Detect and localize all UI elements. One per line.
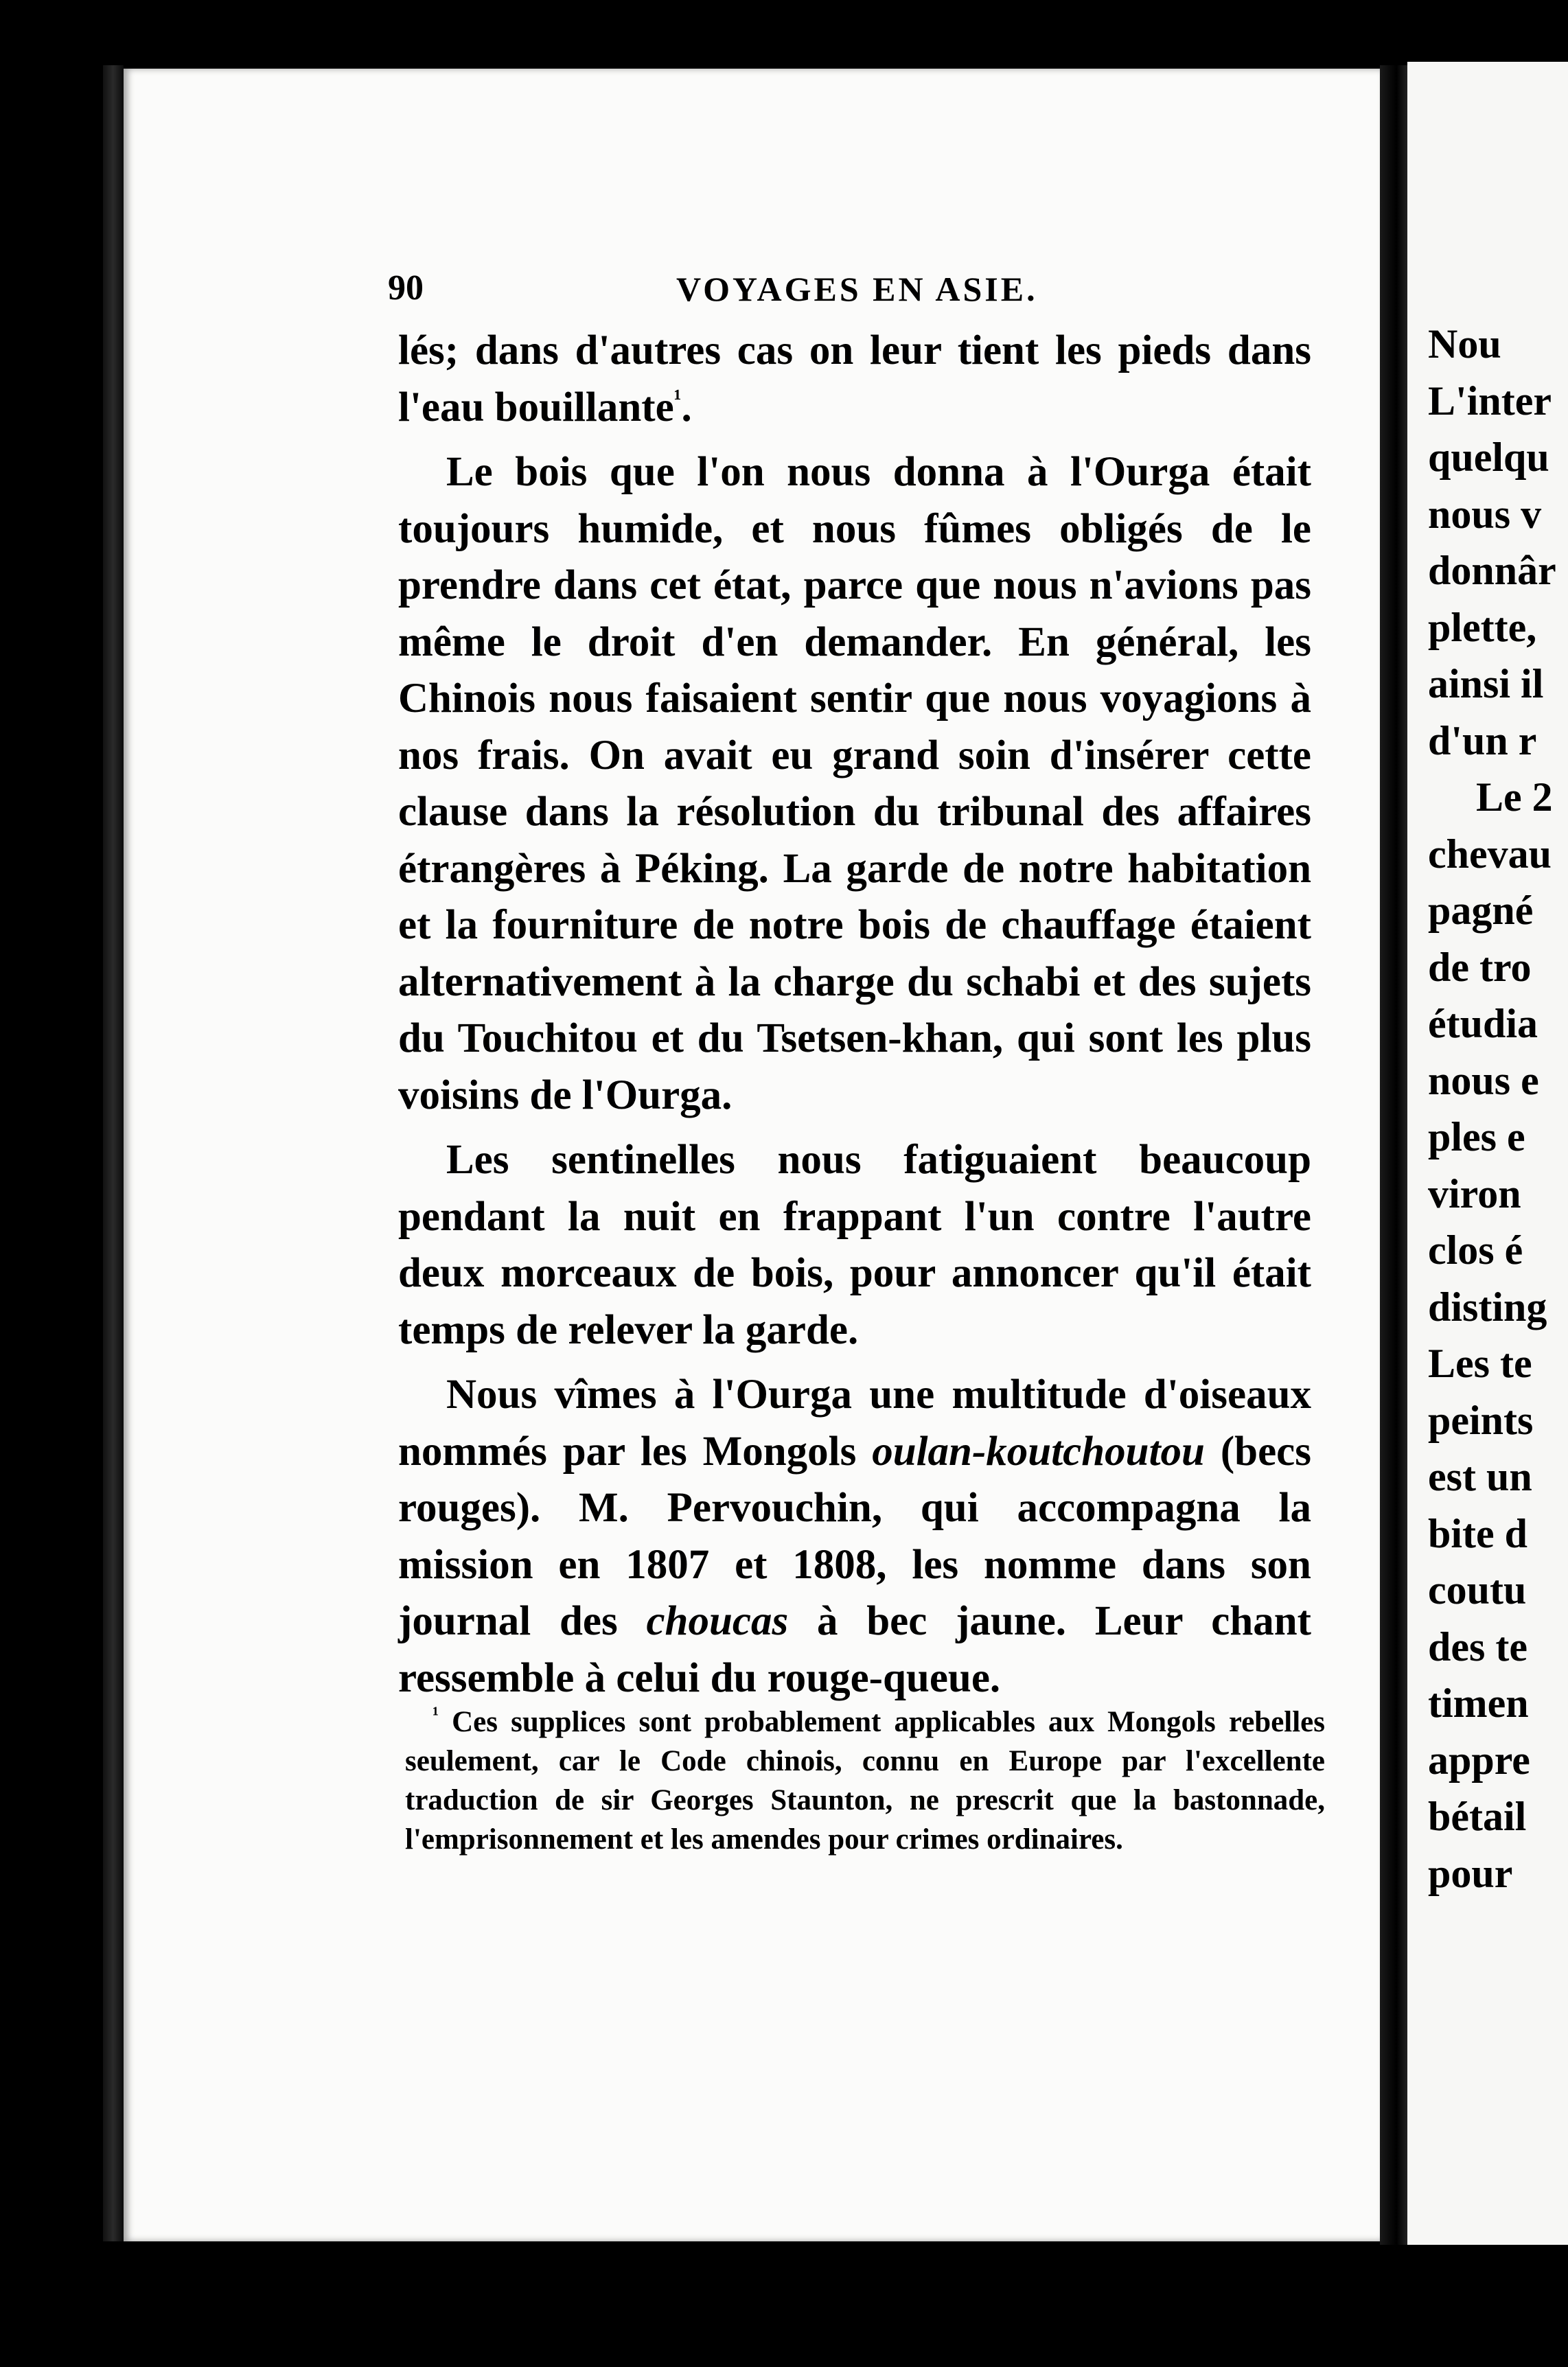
book-gutter [1380, 65, 1407, 2245]
facing-page-line: Les te [1428, 1341, 1532, 1386]
body-text [398, 323, 1311, 1707]
footnote-reference: ¹ [673, 384, 682, 412]
bird-name-mongol: oulan-koutchoutou [872, 1428, 1205, 1475]
paragraph-1-text: lés; dans d'autres cas on leur tient les pieds dans l'eau bouillante [398, 327, 1311, 430]
facing-page-line: coutu [1428, 1567, 1527, 1613]
facing-page-line: ples e [1428, 1114, 1525, 1159]
facing-page-line: Nou [1428, 321, 1501, 367]
footnote [405, 1702, 1325, 1859]
facing-page-line: quelqu [1428, 435, 1549, 480]
facing-page-line: plette, [1428, 604, 1537, 650]
facing-page-line: nous e [1428, 1057, 1539, 1103]
facing-page-line: nous v [1428, 491, 1542, 537]
paragraph-4 [398, 1367, 1311, 1707]
footnote-marker: ¹ [433, 1702, 439, 1726]
page-edge-left [103, 65, 124, 2241]
facing-page-line: viron [1428, 1170, 1521, 1216]
paragraph-4-text-b: (becs rouges). M. Pervouchin, qui accompagna la mission en 1807 et 1808, les nomme dans son journal des [398, 1428, 1311, 1644]
running-head [388, 268, 1315, 316]
facing-page-line: clos é [1428, 1227, 1523, 1273]
facing-page-line: bétail [1428, 1794, 1527, 1839]
facing-page-line: Le 2 [1476, 774, 1553, 820]
bird-name-choucas: choucas [646, 1598, 789, 1644]
facing-page-line: pour [1428, 1850, 1513, 1896]
facing-page-line: étudia [1428, 1001, 1538, 1046]
facing-page-text [1428, 316, 1568, 1902]
paragraph-3: Les sentinelles nous fatiguaient beaucoup pendant la nuit en frappant l'un contre l'autre deux morceaux de bois, pour annoncer qu'il était temps de relever la garde. [398, 1137, 1311, 1353]
footnote-paragraph [405, 1702, 1325, 1859]
paragraph-4-text-a: Nous vîmes à l'Ourga une multitude d'oiseaux nommés par les Mongols [398, 1372, 1311, 1475]
footnote-text: Ces supplices sont probablement applicables aux Mongols rebelles seulement, car le Code chinois, connu en Europe par l'excellente traduction de sir Georges Staunton, ne prescrit que la bastonnade, l'emprisonnement et les amendes pour crimes ordinaires. [405, 1706, 1325, 1856]
facing-page-line: timen [1428, 1681, 1529, 1726]
facing-page-line: de tro [1428, 944, 1532, 990]
facing-page-line: chevau [1428, 831, 1552, 877]
facing-page-line: des te [1428, 1624, 1527, 1670]
paragraph-2: Le bois que l'on nous donna à l'Ourga était toujours humide, et nous fûmes obligés de le prendre dans cet état, parce que nous n'avions pas même le droit d'en demander. En général, les Chinois nous faisaient sentir que nous voyagions à nos frais. On avait eu grand soin d'insérer cette clause dans la résolution du tribunal des affaires étrangères à Péking. La garde de notre habitation et la fourniture de notre bois de chauffage étaient alternativement à la charge du schabi et des sujets du Touchitou et du Tsetsen-khan, qui sont les plus voisins de l'Ourga. [398, 449, 1311, 1118]
facing-page-line: peints [1428, 1397, 1534, 1443]
facing-page-line: ainsi il [1428, 661, 1544, 706]
facing-page-line: appre [1428, 1737, 1530, 1783]
paragraph-1 [398, 323, 1311, 436]
paragraph-4-text-c: à bec jaune. Leur chant ressemble à celui du rouge-queue. [398, 1598, 1311, 1701]
facing-page-line: L'inter [1428, 378, 1552, 424]
facing-page-line: disting [1428, 1284, 1547, 1330]
paragraph-1-end: . [681, 384, 692, 430]
facing-page-line: d'un r [1428, 717, 1537, 763]
book-title: VOYAGES EN ASIE. [676, 270, 1038, 308]
facing-page-line: bite d [1428, 1510, 1528, 1556]
facing-page-line: est un [1428, 1454, 1532, 1499]
facing-page-line: donnâr [1428, 548, 1556, 593]
page-number: 90 [388, 268, 424, 308]
facing-page-line: pagné [1428, 888, 1534, 933]
